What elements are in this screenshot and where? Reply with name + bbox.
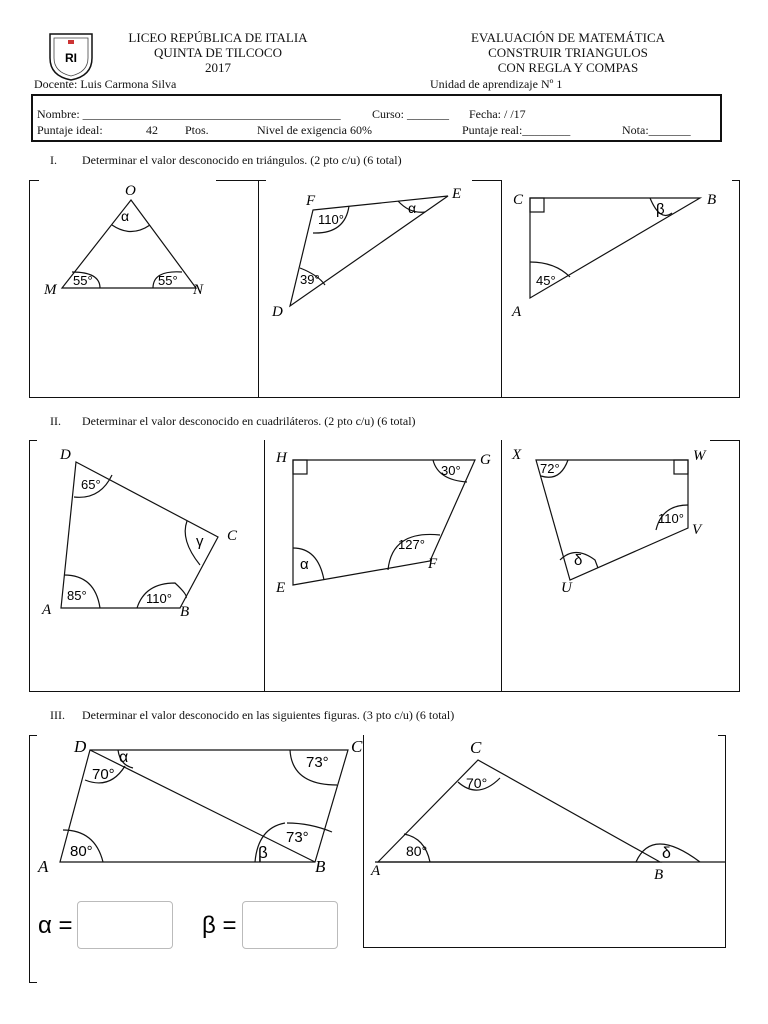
label-A: A (512, 304, 522, 320)
teacher-name: Docente: Luis Carmona Silva (34, 77, 177, 91)
angle-70-2: 70° (466, 775, 488, 791)
label-E: E (276, 580, 286, 596)
angle-127: 127° (398, 537, 425, 552)
label-W: W (693, 448, 706, 464)
section-1-number: I. (50, 153, 57, 167)
angle-delta: δ (574, 552, 583, 569)
nivel-exigencia: Nivel de exigencia 60% (257, 123, 372, 137)
label-C: C (227, 528, 238, 544)
section-2-title: Determinar el valor desconocido en cuadriláteros. (2 pto c/u) (6 total) (82, 414, 416, 428)
puntaje-ideal-value: 42 (146, 123, 158, 137)
label-V: V (692, 522, 702, 538)
section-1-title: Determinar el valor desconocido en triángulos. (2 pto c/u) (6 total) (82, 153, 402, 167)
angle-65: 65° (81, 477, 101, 492)
label-O: O (125, 183, 136, 199)
label-U: U (561, 580, 572, 596)
angle-beta: β (656, 201, 665, 218)
ptos-label: Ptos. (185, 123, 209, 137)
angle-110-v: 110° (658, 511, 684, 526)
section-3-title: Determinar el valor desconocido en las siguientes figuras. (3 pto c/u) (6 total) (82, 708, 455, 722)
nombre-field[interactable]: Nombre: ___________________________________________ (37, 107, 341, 121)
label-B: B (707, 192, 717, 208)
angle-70: 70° (92, 766, 115, 783)
angle-delta: δ (662, 845, 671, 862)
nota-field[interactable]: Nota:_______ (622, 123, 691, 137)
angle-110: 110° (318, 212, 344, 227)
label-A-2: A (371, 863, 381, 879)
angle-72: 72° (540, 461, 560, 476)
label-X: X (512, 447, 522, 463)
label-G: G (480, 452, 491, 468)
label-C: C (513, 192, 524, 208)
beta-answer-label: β = (202, 912, 237, 939)
angle-73-bottom: 73° (286, 829, 309, 846)
label-A: A (42, 602, 52, 618)
angle-80: 80° (70, 843, 93, 860)
section-2-number: II. (50, 414, 61, 428)
section-3-number: III. (50, 708, 65, 722)
svg-text:RI: RI (65, 51, 77, 65)
angle-gamma: γ (196, 533, 204, 550)
label-C-2: C (470, 738, 482, 757)
label-C: C (351, 737, 363, 756)
angle-110: 110° (146, 591, 172, 606)
angle-73-top: 73° (306, 754, 329, 771)
alpha-answer-label: α = (38, 912, 73, 939)
label-B: B (180, 604, 190, 620)
label-M: M (44, 282, 57, 298)
eval-subtitle: CONSTRUIR TRIANGULOS (488, 45, 648, 60)
angle-beta: β (258, 843, 268, 862)
angle-alpha-2: α (408, 200, 417, 216)
puntaje-real-field[interactable]: Puntaje real:________ (462, 123, 571, 137)
unit-label: Unidad de aprendizaje Nº 1 (430, 77, 563, 91)
angle-alpha: α (300, 556, 309, 573)
beta-answer-box[interactable] (242, 901, 338, 949)
label-D: D (74, 737, 87, 756)
angle-30: 30° (441, 463, 461, 478)
angle-45: 45° (536, 273, 556, 288)
angle-55-left: 55° (73, 273, 93, 288)
eval-subtitle-2: CON REGLA Y COMPAS (497, 60, 639, 75)
angle-39: 39° (300, 272, 320, 287)
school-year: 2017 (205, 60, 231, 75)
label-D: D (272, 304, 283, 320)
school-name: LICEO REPÚBLICA DE ITALIA (128, 30, 308, 45)
label-E: E (452, 186, 462, 202)
label-H: H (276, 450, 287, 466)
label-B: B (315, 857, 326, 876)
angle-55-right: 55° (158, 273, 178, 288)
fecha-field[interactable]: Fecha: / /17 (469, 107, 526, 121)
label-F: F (306, 193, 316, 209)
eval-title: EVALUACIÓN DE MATEMÁTICA (470, 30, 666, 45)
school-location: QUINTA DE TILCOCO (154, 45, 282, 60)
puntaje-ideal-label: Puntaje ideal: (37, 123, 103, 137)
alpha-answer-box[interactable] (77, 901, 173, 949)
label-D: D (60, 447, 71, 463)
angle-alpha: α (119, 749, 129, 766)
label-B-2: B (654, 867, 664, 883)
curso-field[interactable]: Curso: _______ (372, 107, 450, 121)
label-F: F (428, 556, 438, 572)
angle-80-2: 80° (406, 843, 428, 859)
label-A: A (38, 857, 49, 876)
angle-85: 85° (67, 588, 87, 603)
label-N: N (193, 282, 204, 298)
angle-alpha: α (121, 208, 130, 224)
